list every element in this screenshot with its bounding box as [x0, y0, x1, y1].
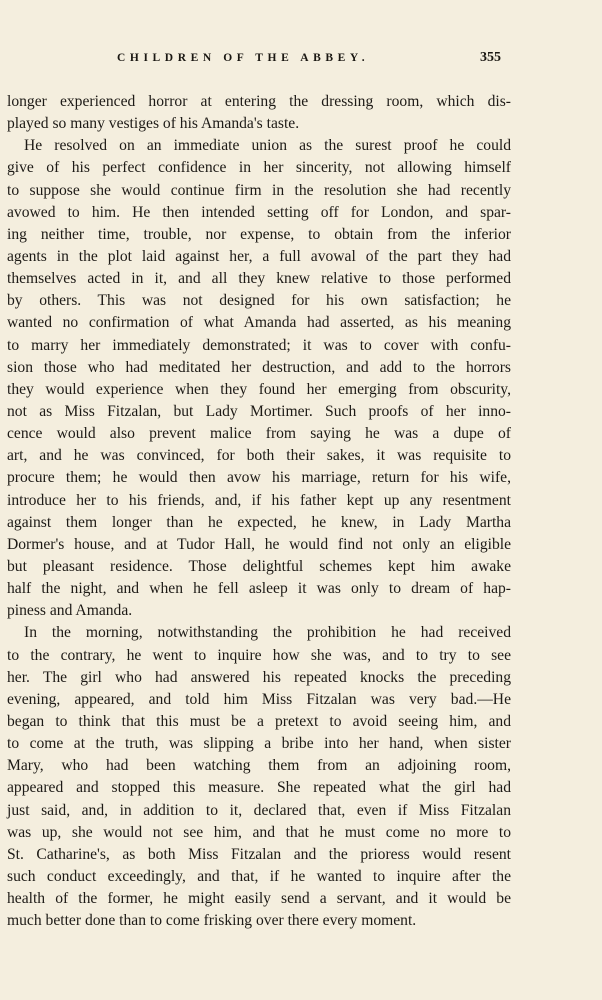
text-line: longer experienced horror at entering the dressing room, which dis- — [7, 93, 511, 110]
text-line: much better done than to come frisking over there every moment. — [7, 912, 417, 930]
text-line: not as Miss Fitzalan, but Lady Mortimer. Such proofs of her inno- — [7, 402, 511, 420]
text-line: cence would also prevent malice from saying he was a dupe of — [7, 425, 511, 443]
text-line: sion those who had meditated her destruction, and add to the horrors — [7, 358, 511, 376]
text-line: just said, and, in addition to it, declared that, even if Miss Fitzalan — [7, 801, 511, 819]
text-line: to come at the truth, was slipping a bribe into her hand, when sister — [7, 735, 511, 753]
body-text — [7, 91, 511, 932]
paragraph — [7, 135, 511, 622]
text-line: but pleasant residence. Those delightful schemes kept him awake — [7, 557, 511, 575]
paragraph — [7, 91, 511, 135]
text-line: avowed to him. He then intended setting off for London, and spar- — [7, 203, 511, 221]
text-line: such conduct exceedingly, and that, if he wanted to inquire after the — [7, 867, 511, 885]
text-line: to suppose she would continue firm in the resolution she had recently — [7, 181, 511, 199]
text-line: agents in the plot laid against her, a full avowal of the part they had — [7, 247, 511, 265]
text-line: procure them; he would then avow his marriage, return for his wife, — [7, 469, 511, 487]
text-line: ing neither time, trouble, nor expense, to obtain from the inferior — [7, 225, 511, 243]
text-line: Mary, who had been watching them from an adjoining room, — [7, 757, 511, 775]
text-line: art, and he was convinced, for both their sakes, it was requisite to — [7, 447, 511, 465]
text-line: introduce her to his friends, and, if his father kept up any resentment — [7, 491, 511, 509]
text-line: evening, appeared, and told him Miss Fitzalan was very bad.—He — [7, 690, 511, 708]
paragraph — [7, 622, 511, 932]
text-line: Dormer's house, and at Tudor Hall, he would find not only an eligible — [7, 535, 511, 553]
text-line: half the night, and when he fell asleep it was only to dream of hap- — [7, 580, 511, 598]
text-line: He resolved on an immediate union as the surest proof he could — [24, 137, 511, 155]
text-line: In the morning, notwithstanding the prohibition he had received — [24, 624, 511, 642]
text-line: played so many vestiges of his Amanda's taste. — [7, 115, 300, 133]
text-line: health of the former, he might easily send a servant, and it would be — [7, 890, 511, 908]
text-line: was up, she would not see him, and that he must come no more to — [7, 823, 511, 841]
text-line: to marry her immediately demonstrated; it was to cover with confu- — [7, 336, 511, 354]
text-line: themselves acted in it, and all they knew relative to those performed — [7, 270, 511, 288]
text-line: give of his perfect confidence in her sincerity, not allowing himself — [7, 159, 511, 177]
text-line: St. Catharine's, as both Miss Fitzalan and the prioress would resent — [7, 845, 511, 863]
running-title: CHILDREN OF THE ABBEY. — [117, 52, 370, 64]
text-line: against them longer than he expected, he knew, in Lady Martha — [7, 513, 511, 531]
text-line: her. The girl who had answered his repeated knocks the preceding — [7, 668, 511, 686]
page-number: 355 — [480, 50, 501, 65]
text-line: began to think that this must be a pretext to avoid seeing him, and — [7, 712, 511, 730]
text-line: by others. This was not designed for his own satisfaction; he — [7, 292, 511, 310]
text-line: to the contrary, he went to inquire how she was, and to try to see — [7, 646, 511, 664]
text-line: appeared and stopped this measure. She repeated what the girl had — [7, 779, 511, 797]
text-line: wanted no confirmation of what Amanda had asserted, as his meaning — [7, 314, 511, 332]
text-line: piness and Amanda. — [7, 602, 133, 620]
text-line: they would experience when they found her emerging from obscurity, — [7, 380, 511, 398]
